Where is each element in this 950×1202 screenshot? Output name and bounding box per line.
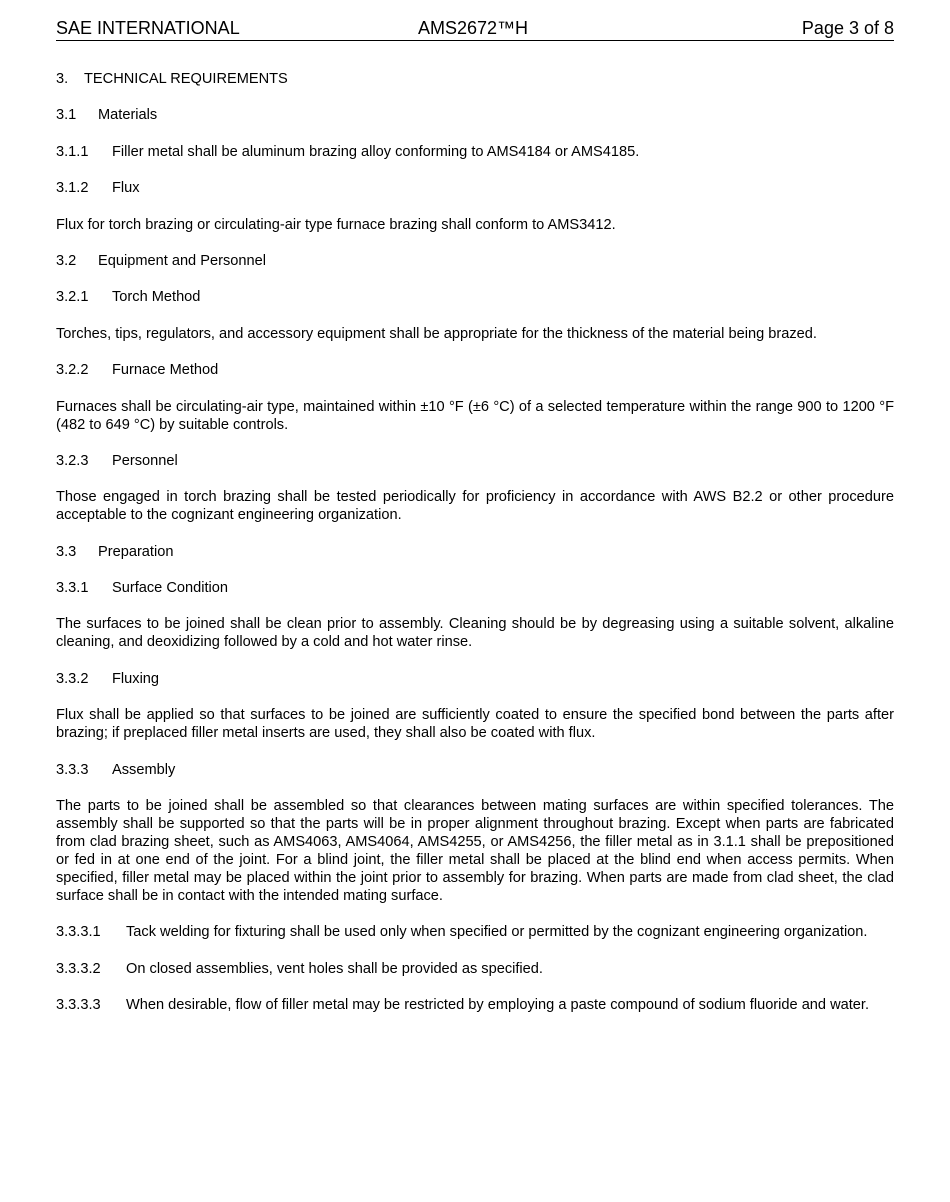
- section-heading-3-1-2: [56, 179, 894, 197]
- subsection-3-3-3-3: [56, 996, 894, 1014]
- paragraph-fluxing: Flux shall be applied so that surfaces to be joined are sufficiently coated to ensure the specified bond between the parts after brazing; if preplaced filler metal inserts are used, they shall also be coated with flux.: [56, 707, 894, 742]
- section-title: Personnel: [112, 452, 178, 469]
- section-heading-3: [56, 70, 894, 88]
- paragraph-surface-condition: The surfaces to be joined shall be clean prior to assembly. Cleaning should be by degreasing using a suitable solvent, alkaline cleaning, and deoxidizing followed by a cold and hot water rinse.: [56, 616, 894, 651]
- section-number: 3.1: [56, 107, 77, 124]
- paragraph-personnel: Those engaged in torch brazing shall be tested periodically for proficiency in accordance with AWS B2.2 or other procedure acceptable to the cognizant engineering organization.: [56, 489, 894, 524]
- section-text: Filler metal shall be aluminum brazing alloy conforming to AMS4184 or AMS4185.: [112, 143, 640, 160]
- section-heading-3-2: [56, 252, 894, 270]
- section-heading-3-3: [56, 543, 894, 561]
- paragraph-torch-method: Torches, tips, regulators, and accessory equipment shall be appropriate for the thickness of the material being brazed.: [56, 325, 817, 342]
- section-heading-3-2-1: [56, 288, 894, 306]
- paragraph-flux: Flux for torch brazing or circulating-air type furnace brazing shall conform to AMS3412.: [56, 216, 616, 233]
- section-number: 3.1.1: [56, 143, 89, 160]
- subsection-3-3-3-2: [56, 960, 894, 978]
- section-number: 3.3.3.3: [56, 997, 101, 1014]
- section-title: Fluxing: [112, 670, 160, 687]
- section-title: Furnace Method: [112, 362, 219, 379]
- subsection-3-3-3-1: [56, 923, 894, 941]
- section-title: Torch Method: [112, 289, 201, 306]
- section-heading-3-3-1: [56, 579, 894, 597]
- section-number: 3.: [56, 71, 69, 87]
- section-title: Flux: [112, 180, 140, 197]
- section-heading-3-3-2: [56, 670, 894, 688]
- section-number: 3.3.3.1: [56, 924, 101, 941]
- section-number: 3.3.2: [56, 670, 89, 687]
- section-text: Tack welding for fixturing shall be used only when specified or permitted by the cognizant engineering organization.: [126, 924, 868, 941]
- section-number: 3.1.2: [56, 180, 89, 197]
- section-title: TECHNICAL REQUIREMENTS: [84, 71, 288, 87]
- section-title: Assembly: [112, 761, 176, 778]
- section-text: When desirable, flow of filler metal may be restricted by employing a paste compound of sodium fluoride and water.: [126, 997, 870, 1014]
- section-heading-3-1: [56, 106, 894, 124]
- section-paragraph-3-1-1: [56, 143, 894, 161]
- paragraph-furnace-method: Furnaces shall be circulating-air type, maintained within ±10 °F (±6 °C) of a selected temperature within the range 900 to 1200 °F (482 to 649 °C) by suitable controls.: [56, 398, 894, 433]
- section-text: On closed assemblies, vent holes shall be provided as specified.: [126, 960, 543, 977]
- section-heading-3-2-3: [56, 452, 894, 470]
- section-number: 3.3.3.2: [56, 960, 101, 977]
- section-number: 3.3.1: [56, 580, 89, 597]
- paragraph-assembly: The parts to be joined shall be assembled so that clearances between mating surfaces are within specified tolerances. The assembly shall be supported so that the parts will be in proper alignment throughout brazing. Except when parts are fabricated from clad brazing sheet, such as AMS4063, AMS4064, AMS4255, or AMS4256, the filler metal as in 3.1.1 shall be prepositioned or fed in at one end of the joint. For a blind joint, the filler metal shall be placed at the blind end when access permits. When specified, filler metal may be placed within the joint prior to assembly for brazing. When parts are made from clad sheet, the clad surface shall be in contact with the intended mating surface.: [56, 798, 894, 905]
- section-heading-3-3-3: [56, 761, 894, 779]
- section-number: 3.2: [56, 252, 77, 269]
- section-title: Preparation: [98, 543, 174, 560]
- header-organization: SAE INTERNATIONAL: [56, 18, 240, 38]
- header-document-number: AMS2672™H: [418, 18, 529, 38]
- section-number: 3.2.2: [56, 362, 89, 379]
- section-title: Surface Condition: [112, 580, 229, 597]
- header-page-number: Page 3 of 8: [801, 18, 894, 38]
- document-body: [56, 70, 894, 1033]
- section-heading-3-2-2: [56, 361, 894, 379]
- section-number: 3.3: [56, 543, 77, 560]
- section-number: 3.2.3: [56, 452, 89, 469]
- section-number: 3.2.1: [56, 289, 89, 306]
- section-title: Equipment and Personnel: [98, 252, 266, 269]
- page-header: [56, 16, 894, 41]
- section-number: 3.3.3: [56, 761, 89, 778]
- section-title: Materials: [98, 107, 158, 124]
